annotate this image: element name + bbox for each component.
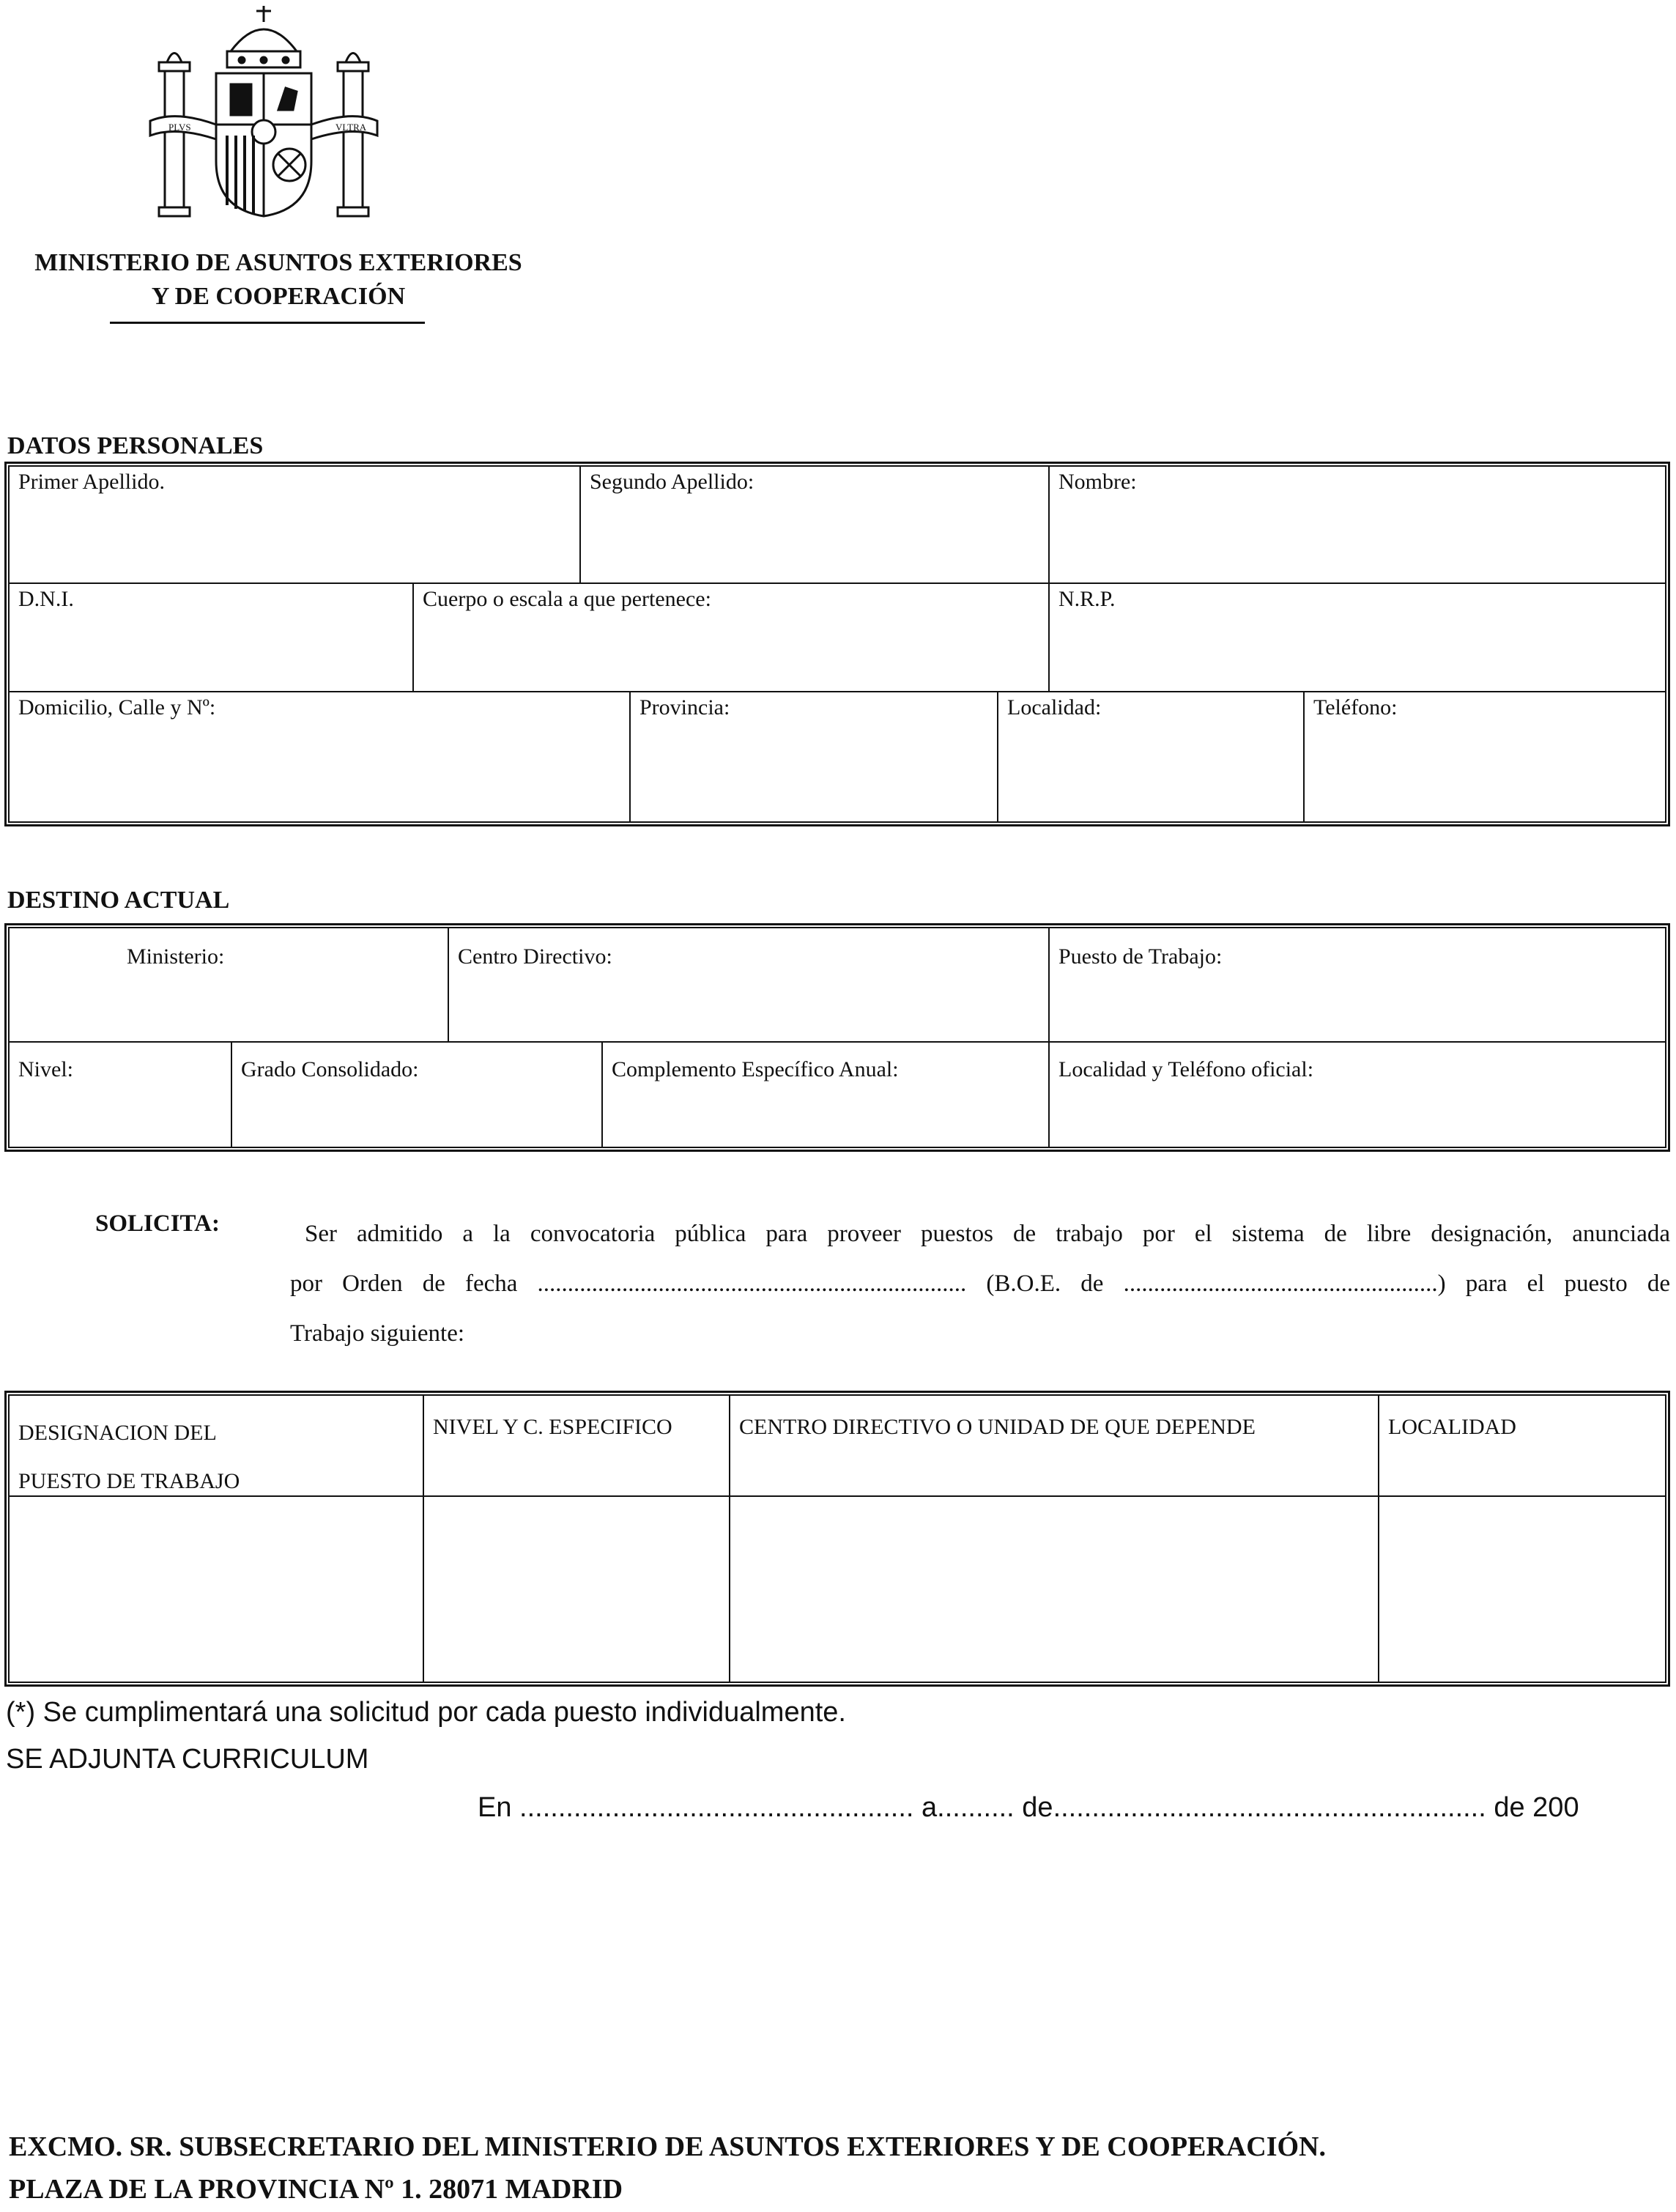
col-localidad-header: LOCALIDAD (1388, 1415, 1516, 1439)
coat-of-arms-icon (147, 0, 381, 223)
centro-directivo-field[interactable] (449, 942, 1048, 1041)
nombre-field[interactable] (1050, 467, 1665, 582)
destino-actual-title: DESTINO ACTUAL (7, 887, 230, 914)
centro-input-cell[interactable] (730, 1497, 1378, 1683)
localidad-field[interactable] (998, 692, 1303, 823)
ribbon-right-text: VLTRA (335, 122, 367, 133)
domicilio-field[interactable] (10, 692, 629, 823)
solicita-line3: Trabajo siguiente: (290, 1320, 465, 1347)
nrp-label: N.R.P. (1058, 587, 1116, 611)
solicita-line1: Ser admitido a la convocatoria pública para proveer puestos de trabajo por el sistema de libre designación, anunciada (305, 1221, 1670, 1247)
nivel-input-cell[interactable] (424, 1497, 729, 1683)
col-nivel-header: NIVEL Y C. ESPECIFICO (433, 1415, 672, 1439)
provincia-label: Provincia: (639, 695, 730, 720)
nombre-label: Nombre: (1058, 470, 1137, 494)
dni-label: D.N.I. (18, 587, 74, 611)
localidad-telefono-label: Localidad y Teléfono oficial: (1058, 1057, 1314, 1081)
complemento-label: Complemento Específico Anual: (612, 1057, 899, 1081)
solicita-line2: por Orden de fecha ....................................................................... (B.O.E. de ....................................................) para el puesto de (290, 1270, 1670, 1297)
localidad-telefono-field[interactable] (1050, 1054, 1665, 1148)
centro-directivo-label: Centro Directivo: (458, 944, 612, 969)
date-line[interactable]: En ................................................... a.......... de........................................................ de 200 (478, 1792, 1579, 1823)
complemento-field[interactable] (603, 1054, 1048, 1148)
footer-address: PLAZA DE LA PROVINCIA Nº 1. 28071 MADRID (9, 2174, 623, 2205)
localidad-label: Localidad: (1007, 695, 1102, 720)
cuerpo-field[interactable] (414, 584, 1048, 691)
ministry-heading (0, 246, 557, 314)
dni-field[interactable] (10, 584, 412, 691)
domicilio-label: Domicilio, Calle y Nº: (18, 695, 216, 720)
puesto-table (4, 1391, 1670, 1687)
localidad-input-cell[interactable] (1379, 1497, 1665, 1683)
segundo-apellido-field[interactable] (581, 467, 1048, 582)
solicita-label: SOLICITA: (95, 1210, 220, 1237)
puesto-trabajo-label: Puesto de Trabajo: (1058, 944, 1223, 969)
footer-addressee: EXCMO. SR. SUBSECRETARIO DEL MINISTERIO DE ASUNTOS EXTERIORES Y DE COOPERACIÓN. (9, 2131, 1326, 2162)
puesto-trabajo-field[interactable] (1050, 942, 1665, 1041)
designacion-input-cell[interactable] (10, 1497, 423, 1683)
primer-apellido-label: Primer Apellido. (18, 470, 165, 494)
primer-apellido-field[interactable] (10, 467, 579, 582)
ministry-line1: MINISTERIO DE ASUNTOS EXTERIORES (34, 249, 522, 276)
col-centro-header: CENTRO DIRECTIVO O UNIDAD DE QUE DEPENDE (739, 1415, 1256, 1439)
nivel-label: Nivel: (18, 1057, 73, 1081)
telefono-field[interactable] (1305, 692, 1665, 823)
grado-label: Grado Consolidado: (241, 1057, 419, 1081)
solicita-paragraph (290, 1209, 1670, 1358)
datos-personales-title: DATOS PERSONALES (7, 432, 264, 459)
segundo-apellido-label: Segundo Apellido: (590, 470, 754, 494)
divider (10, 1041, 1665, 1043)
datos-personales-form (4, 462, 1670, 826)
note-curriculum: SE ADJUNTA CURRICULUM (6, 1744, 369, 1775)
ministry-line2: Y DE COOPERACIÓN (151, 283, 406, 310)
cuerpo-label: Cuerpo o escala a que pertenece: (423, 587, 711, 611)
nivel-field[interactable] (10, 1054, 231, 1148)
note-one-per-post: (*) Se cumplimentará una solicitud por cada puesto individualmente. (6, 1697, 846, 1728)
col-designacion-header (10, 1409, 423, 1495)
col-designacion-line1: DESIGNACION DEL (18, 1421, 217, 1445)
telefono-label: Teléfono: (1313, 695, 1398, 720)
ministerio-field[interactable] (10, 942, 448, 1041)
col-designacion-line2: PUESTO DE TRABAJO (18, 1469, 240, 1493)
destino-actual-form (4, 923, 1670, 1152)
nrp-field[interactable] (1050, 584, 1665, 691)
ministerio-label: Ministerio: (127, 944, 225, 969)
ministry-underline (110, 322, 425, 324)
ribbon-left-text: PLVS (168, 122, 191, 133)
provincia-field[interactable] (631, 692, 997, 823)
grado-field[interactable] (232, 1054, 601, 1148)
